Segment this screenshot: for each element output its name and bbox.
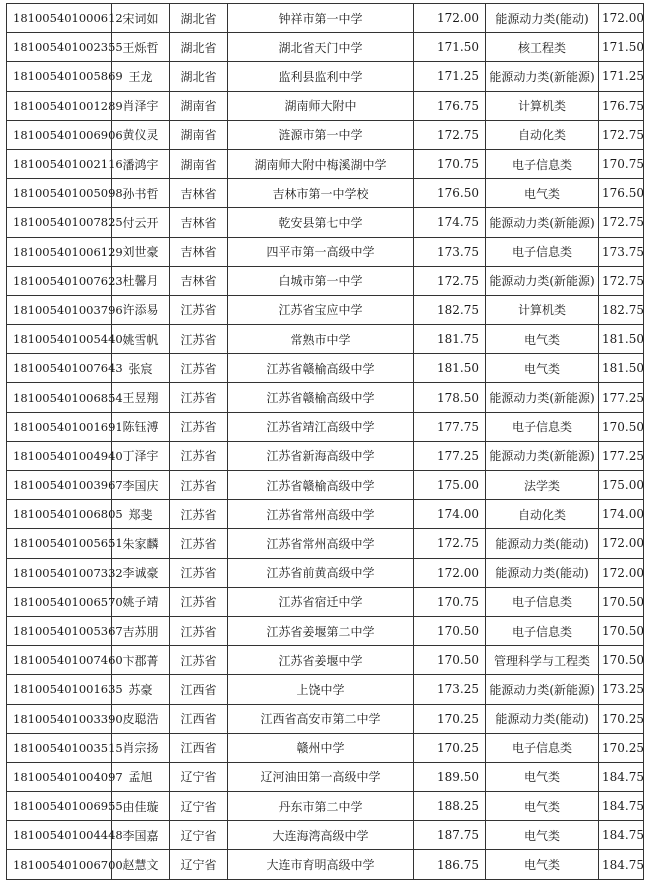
- province-cell: 辽宁省: [170, 762, 228, 791]
- final-score-cell: 171.25: [599, 62, 644, 91]
- score-cell: 170.75: [414, 587, 486, 616]
- name-cell: 王昱翔: [112, 383, 170, 412]
- table-row: [7, 4, 644, 33]
- major-cell: 电子信息类: [486, 237, 599, 266]
- score-cell: 174.00: [414, 500, 486, 529]
- province-cell: 江苏省: [170, 354, 228, 383]
- school-cell: 丹东市第二中学: [228, 792, 414, 821]
- final-score-cell: 181.50: [599, 325, 644, 354]
- final-score-cell: 170.50: [599, 646, 644, 675]
- score-cell: 172.75: [414, 120, 486, 149]
- candidate-id-cell: 181005401005869: [7, 62, 112, 91]
- major-cell: 能源动力类(新能源): [486, 675, 599, 704]
- candidate-id-cell: 181005401006955: [7, 792, 112, 821]
- school-cell: 江苏省赣榆高级中学: [228, 471, 414, 500]
- province-cell: 江苏省: [170, 529, 228, 558]
- candidate-id-cell: 181005401005098: [7, 179, 112, 208]
- school-cell: 江苏省姜堰中学: [228, 646, 414, 675]
- school-cell: 乾安县第七中学: [228, 208, 414, 237]
- major-cell: 电气类: [486, 821, 599, 850]
- candidate-id-cell: 181005401003515: [7, 733, 112, 762]
- candidate-id-cell: 181005401007623: [7, 266, 112, 295]
- table-row: [7, 179, 644, 208]
- final-score-cell: 172.00: [599, 558, 644, 587]
- final-score-cell: 170.25: [599, 704, 644, 733]
- name-cell: 郑斐: [112, 500, 170, 529]
- major-cell: 电子信息类: [486, 587, 599, 616]
- final-score-cell: 184.75: [599, 792, 644, 821]
- major-cell: 电气类: [486, 850, 599, 879]
- score-cell: 181.50: [414, 354, 486, 383]
- score-cell: 181.75: [414, 325, 486, 354]
- name-cell: 陈钰溥: [112, 412, 170, 441]
- candidate-id-cell: 181005401003796: [7, 295, 112, 324]
- major-cell: 能源动力类(能动): [486, 558, 599, 587]
- province-cell: 江西省: [170, 675, 228, 704]
- score-cell: 174.75: [414, 208, 486, 237]
- candidate-id-cell: 181005401006906: [7, 120, 112, 149]
- final-score-cell: 173.75: [599, 237, 644, 266]
- score-cell: 171.25: [414, 62, 486, 91]
- major-cell: 能源动力类(能动): [486, 4, 599, 33]
- table-row: [7, 120, 644, 149]
- candidate-id-cell: 181005401002116: [7, 149, 112, 178]
- name-cell: 王烁哲: [112, 33, 170, 62]
- score-cell: 182.75: [414, 295, 486, 324]
- score-cell: 177.25: [414, 441, 486, 470]
- table-body: [7, 4, 644, 880]
- candidate-id-cell: 181005401007643: [7, 354, 112, 383]
- province-cell: 辽宁省: [170, 821, 228, 850]
- final-score-cell: 172.00: [599, 529, 644, 558]
- name-cell: 孟旭: [112, 762, 170, 791]
- name-cell: 杜馨月: [112, 266, 170, 295]
- province-cell: 湖南省: [170, 120, 228, 149]
- school-cell: 白城市第一中学: [228, 266, 414, 295]
- province-cell: 江苏省: [170, 325, 228, 354]
- school-cell: 湖南师大附中梅溪湖中学: [228, 149, 414, 178]
- final-score-cell: 172.75: [599, 208, 644, 237]
- major-cell: 自动化类: [486, 120, 599, 149]
- table-row: [7, 441, 644, 470]
- final-score-cell: 171.50: [599, 33, 644, 62]
- major-cell: 法学类: [486, 471, 599, 500]
- name-cell: 付云开: [112, 208, 170, 237]
- score-cell: 172.75: [414, 266, 486, 295]
- table-row: [7, 62, 644, 91]
- province-cell: 江西省: [170, 733, 228, 762]
- candidate-id-cell: 181005401007460: [7, 646, 112, 675]
- province-cell: 江苏省: [170, 646, 228, 675]
- school-cell: 赣州中学: [228, 733, 414, 762]
- school-cell: 江苏省宝应中学: [228, 295, 414, 324]
- table-row: [7, 412, 644, 441]
- province-cell: 吉林省: [170, 237, 228, 266]
- name-cell: 王龙: [112, 62, 170, 91]
- table-row: [7, 237, 644, 266]
- final-score-cell: 184.75: [599, 850, 644, 879]
- final-score-cell: 182.75: [599, 295, 644, 324]
- major-cell: 核工程类: [486, 33, 599, 62]
- major-cell: 电气类: [486, 179, 599, 208]
- province-cell: 湖北省: [170, 62, 228, 91]
- major-cell: 电子信息类: [486, 733, 599, 762]
- candidate-id-cell: 181005401003390: [7, 704, 112, 733]
- school-cell: 四平市第一高级中学: [228, 237, 414, 266]
- province-cell: 湖南省: [170, 149, 228, 178]
- province-cell: 辽宁省: [170, 792, 228, 821]
- table-row: [7, 616, 644, 645]
- province-cell: 吉林省: [170, 266, 228, 295]
- name-cell: 苏豪: [112, 675, 170, 704]
- final-score-cell: 176.50: [599, 179, 644, 208]
- major-cell: 电气类: [486, 762, 599, 791]
- name-cell: 丁泽宇: [112, 441, 170, 470]
- province-cell: 江苏省: [170, 295, 228, 324]
- final-score-cell: 177.25: [599, 441, 644, 470]
- table-row: [7, 149, 644, 178]
- score-cell: 178.50: [414, 383, 486, 412]
- candidate-id-cell: 181005401004448: [7, 821, 112, 850]
- final-score-cell: 172.00: [599, 4, 644, 33]
- major-cell: 能源动力类(新能源): [486, 266, 599, 295]
- admission-table: [6, 3, 644, 880]
- final-score-cell: 170.75: [599, 149, 644, 178]
- final-score-cell: 175.00: [599, 471, 644, 500]
- final-score-cell: 177.25: [599, 383, 644, 412]
- table-row: [7, 821, 644, 850]
- school-cell: 上饶中学: [228, 675, 414, 704]
- name-cell: 姚子靖: [112, 587, 170, 616]
- school-cell: 大连海湾高级中学: [228, 821, 414, 850]
- table-row: [7, 558, 644, 587]
- province-cell: 江苏省: [170, 412, 228, 441]
- name-cell: 皮聪浩: [112, 704, 170, 733]
- score-cell: 188.25: [414, 792, 486, 821]
- major-cell: 电子信息类: [486, 616, 599, 645]
- table-row: [7, 295, 644, 324]
- score-cell: 170.75: [414, 149, 486, 178]
- final-score-cell: 174.00: [599, 500, 644, 529]
- school-cell: 江苏省姜堰第二中学: [228, 616, 414, 645]
- final-score-cell: 172.75: [599, 266, 644, 295]
- major-cell: 电气类: [486, 354, 599, 383]
- score-cell: 172.00: [414, 558, 486, 587]
- candidate-id-cell: 181005401006570: [7, 587, 112, 616]
- score-cell: 189.50: [414, 762, 486, 791]
- school-cell: 大连市育明高级中学: [228, 850, 414, 879]
- table-row: [7, 792, 644, 821]
- name-cell: 李国庆: [112, 471, 170, 500]
- name-cell: 黄仪灵: [112, 120, 170, 149]
- province-cell: 江苏省: [170, 471, 228, 500]
- school-cell: 常熟市中学: [228, 325, 414, 354]
- candidate-id-cell: 181005401001635: [7, 675, 112, 704]
- final-score-cell: 170.50: [599, 616, 644, 645]
- major-cell: 能源动力类(新能源): [486, 62, 599, 91]
- province-cell: 吉林省: [170, 208, 228, 237]
- province-cell: 江苏省: [170, 441, 228, 470]
- table-row: [7, 325, 644, 354]
- score-cell: 172.75: [414, 529, 486, 558]
- table-row: [7, 383, 644, 412]
- table-row: [7, 471, 644, 500]
- table-row: [7, 646, 644, 675]
- major-cell: 能源动力类(新能源): [486, 383, 599, 412]
- province-cell: 辽宁省: [170, 850, 228, 879]
- score-cell: 170.50: [414, 616, 486, 645]
- name-cell: 朱家麟: [112, 529, 170, 558]
- table-row: [7, 675, 644, 704]
- province-cell: 江苏省: [170, 500, 228, 529]
- name-cell: 潘鸿宇: [112, 149, 170, 178]
- major-cell: 能源动力类(能动): [486, 529, 599, 558]
- final-score-cell: 184.75: [599, 762, 644, 791]
- score-cell: 170.25: [414, 733, 486, 762]
- major-cell: 电气类: [486, 792, 599, 821]
- school-cell: 江苏省赣榆高级中学: [228, 354, 414, 383]
- major-cell: 能源动力类(能动): [486, 704, 599, 733]
- table-row: [7, 762, 644, 791]
- province-cell: 江苏省: [170, 587, 228, 616]
- province-cell: 江西省: [170, 704, 228, 733]
- province-cell: 湖南省: [170, 91, 228, 120]
- province-cell: 吉林省: [170, 179, 228, 208]
- school-cell: 江苏省前黄高级中学: [228, 558, 414, 587]
- candidate-id-cell: 181005401006700: [7, 850, 112, 879]
- school-cell: 湖南师大附中: [228, 91, 414, 120]
- candidate-id-cell: 181005401006805: [7, 500, 112, 529]
- score-cell: 173.75: [414, 237, 486, 266]
- candidate-id-cell: 181005401002355: [7, 33, 112, 62]
- table-row: [7, 33, 644, 62]
- name-cell: 赵慧文: [112, 850, 170, 879]
- candidate-id-cell: 181005401001691: [7, 412, 112, 441]
- school-cell: 监利县监利中学: [228, 62, 414, 91]
- name-cell: 肖宗扬: [112, 733, 170, 762]
- score-cell: 170.50: [414, 646, 486, 675]
- candidate-id-cell: 181005401007332: [7, 558, 112, 587]
- major-cell: 能源动力类(新能源): [486, 441, 599, 470]
- school-cell: 涟源市第一中学: [228, 120, 414, 149]
- final-score-cell: 172.75: [599, 120, 644, 149]
- school-cell: 江苏省常州高级中学: [228, 500, 414, 529]
- school-cell: 吉林市第一中学校: [228, 179, 414, 208]
- score-cell: 171.50: [414, 33, 486, 62]
- school-cell: 江苏省新海高级中学: [228, 441, 414, 470]
- score-cell: 187.75: [414, 821, 486, 850]
- candidate-id-cell: 181005401004940: [7, 441, 112, 470]
- school-cell: 江西省高安市第二中学: [228, 704, 414, 733]
- school-cell: 江苏省赣榆高级中学: [228, 383, 414, 412]
- name-cell: 吉苏朋: [112, 616, 170, 645]
- name-cell: 刘世豪: [112, 237, 170, 266]
- name-cell: 李诚豪: [112, 558, 170, 587]
- province-cell: 江苏省: [170, 383, 228, 412]
- major-cell: 电子信息类: [486, 412, 599, 441]
- table-row: [7, 850, 644, 879]
- table-row: [7, 208, 644, 237]
- score-cell: 176.75: [414, 91, 486, 120]
- table-row: [7, 587, 644, 616]
- major-cell: 计算机类: [486, 91, 599, 120]
- table-row: [7, 500, 644, 529]
- final-score-cell: 184.75: [599, 821, 644, 850]
- name-cell: 宋词如: [112, 4, 170, 33]
- final-score-cell: 173.25: [599, 675, 644, 704]
- province-cell: 湖北省: [170, 33, 228, 62]
- name-cell: 卞郡菁: [112, 646, 170, 675]
- score-cell: 186.75: [414, 850, 486, 879]
- score-cell: 170.25: [414, 704, 486, 733]
- score-cell: 176.50: [414, 179, 486, 208]
- school-cell: 湖北省天门中学: [228, 33, 414, 62]
- province-cell: 江苏省: [170, 558, 228, 587]
- candidate-id-cell: 181005401000612: [7, 4, 112, 33]
- candidate-id-cell: 181005401001289: [7, 91, 112, 120]
- candidate-id-cell: 181005401007825: [7, 208, 112, 237]
- table-row: [7, 266, 644, 295]
- table-row: [7, 529, 644, 558]
- major-cell: 自动化类: [486, 500, 599, 529]
- score-cell: 172.00: [414, 4, 486, 33]
- name-cell: 张宸: [112, 354, 170, 383]
- score-cell: 175.00: [414, 471, 486, 500]
- candidate-id-cell: 181005401005651: [7, 529, 112, 558]
- candidate-id-cell: 181005401005440: [7, 325, 112, 354]
- candidate-id-cell: 181005401006854: [7, 383, 112, 412]
- school-cell: 辽河油田第一高级中学: [228, 762, 414, 791]
- major-cell: 电子信息类: [486, 149, 599, 178]
- major-cell: 电气类: [486, 325, 599, 354]
- table-row: [7, 354, 644, 383]
- candidate-id-cell: 181005401003967: [7, 471, 112, 500]
- name-cell: 许添易: [112, 295, 170, 324]
- final-score-cell: 170.50: [599, 412, 644, 441]
- major-cell: 计算机类: [486, 295, 599, 324]
- name-cell: 孙书哲: [112, 179, 170, 208]
- table-row: [7, 733, 644, 762]
- score-cell: 177.75: [414, 412, 486, 441]
- name-cell: 姚雪帆: [112, 325, 170, 354]
- candidate-id-cell: 181005401004097: [7, 762, 112, 791]
- final-score-cell: 176.75: [599, 91, 644, 120]
- school-cell: 江苏省靖江高级中学: [228, 412, 414, 441]
- final-score-cell: 181.50: [599, 354, 644, 383]
- major-cell: 能源动力类(新能源): [486, 208, 599, 237]
- school-cell: 江苏省宿迁中学: [228, 587, 414, 616]
- province-cell: 湖北省: [170, 4, 228, 33]
- school-cell: 江苏省常州高级中学: [228, 529, 414, 558]
- major-cell: 管理科学与工程类: [486, 646, 599, 675]
- candidate-id-cell: 181005401006129: [7, 237, 112, 266]
- province-cell: 江苏省: [170, 616, 228, 645]
- final-score-cell: 170.50: [599, 587, 644, 616]
- candidate-id-cell: 181005401005367: [7, 616, 112, 645]
- final-score-cell: 170.25: [599, 733, 644, 762]
- name-cell: 由佳璇: [112, 792, 170, 821]
- table-row: [7, 91, 644, 120]
- score-cell: 173.25: [414, 675, 486, 704]
- table-row: [7, 704, 644, 733]
- name-cell: 李国嘉: [112, 821, 170, 850]
- school-cell: 钟祥市第一中学: [228, 4, 414, 33]
- name-cell: 肖泽宇: [112, 91, 170, 120]
